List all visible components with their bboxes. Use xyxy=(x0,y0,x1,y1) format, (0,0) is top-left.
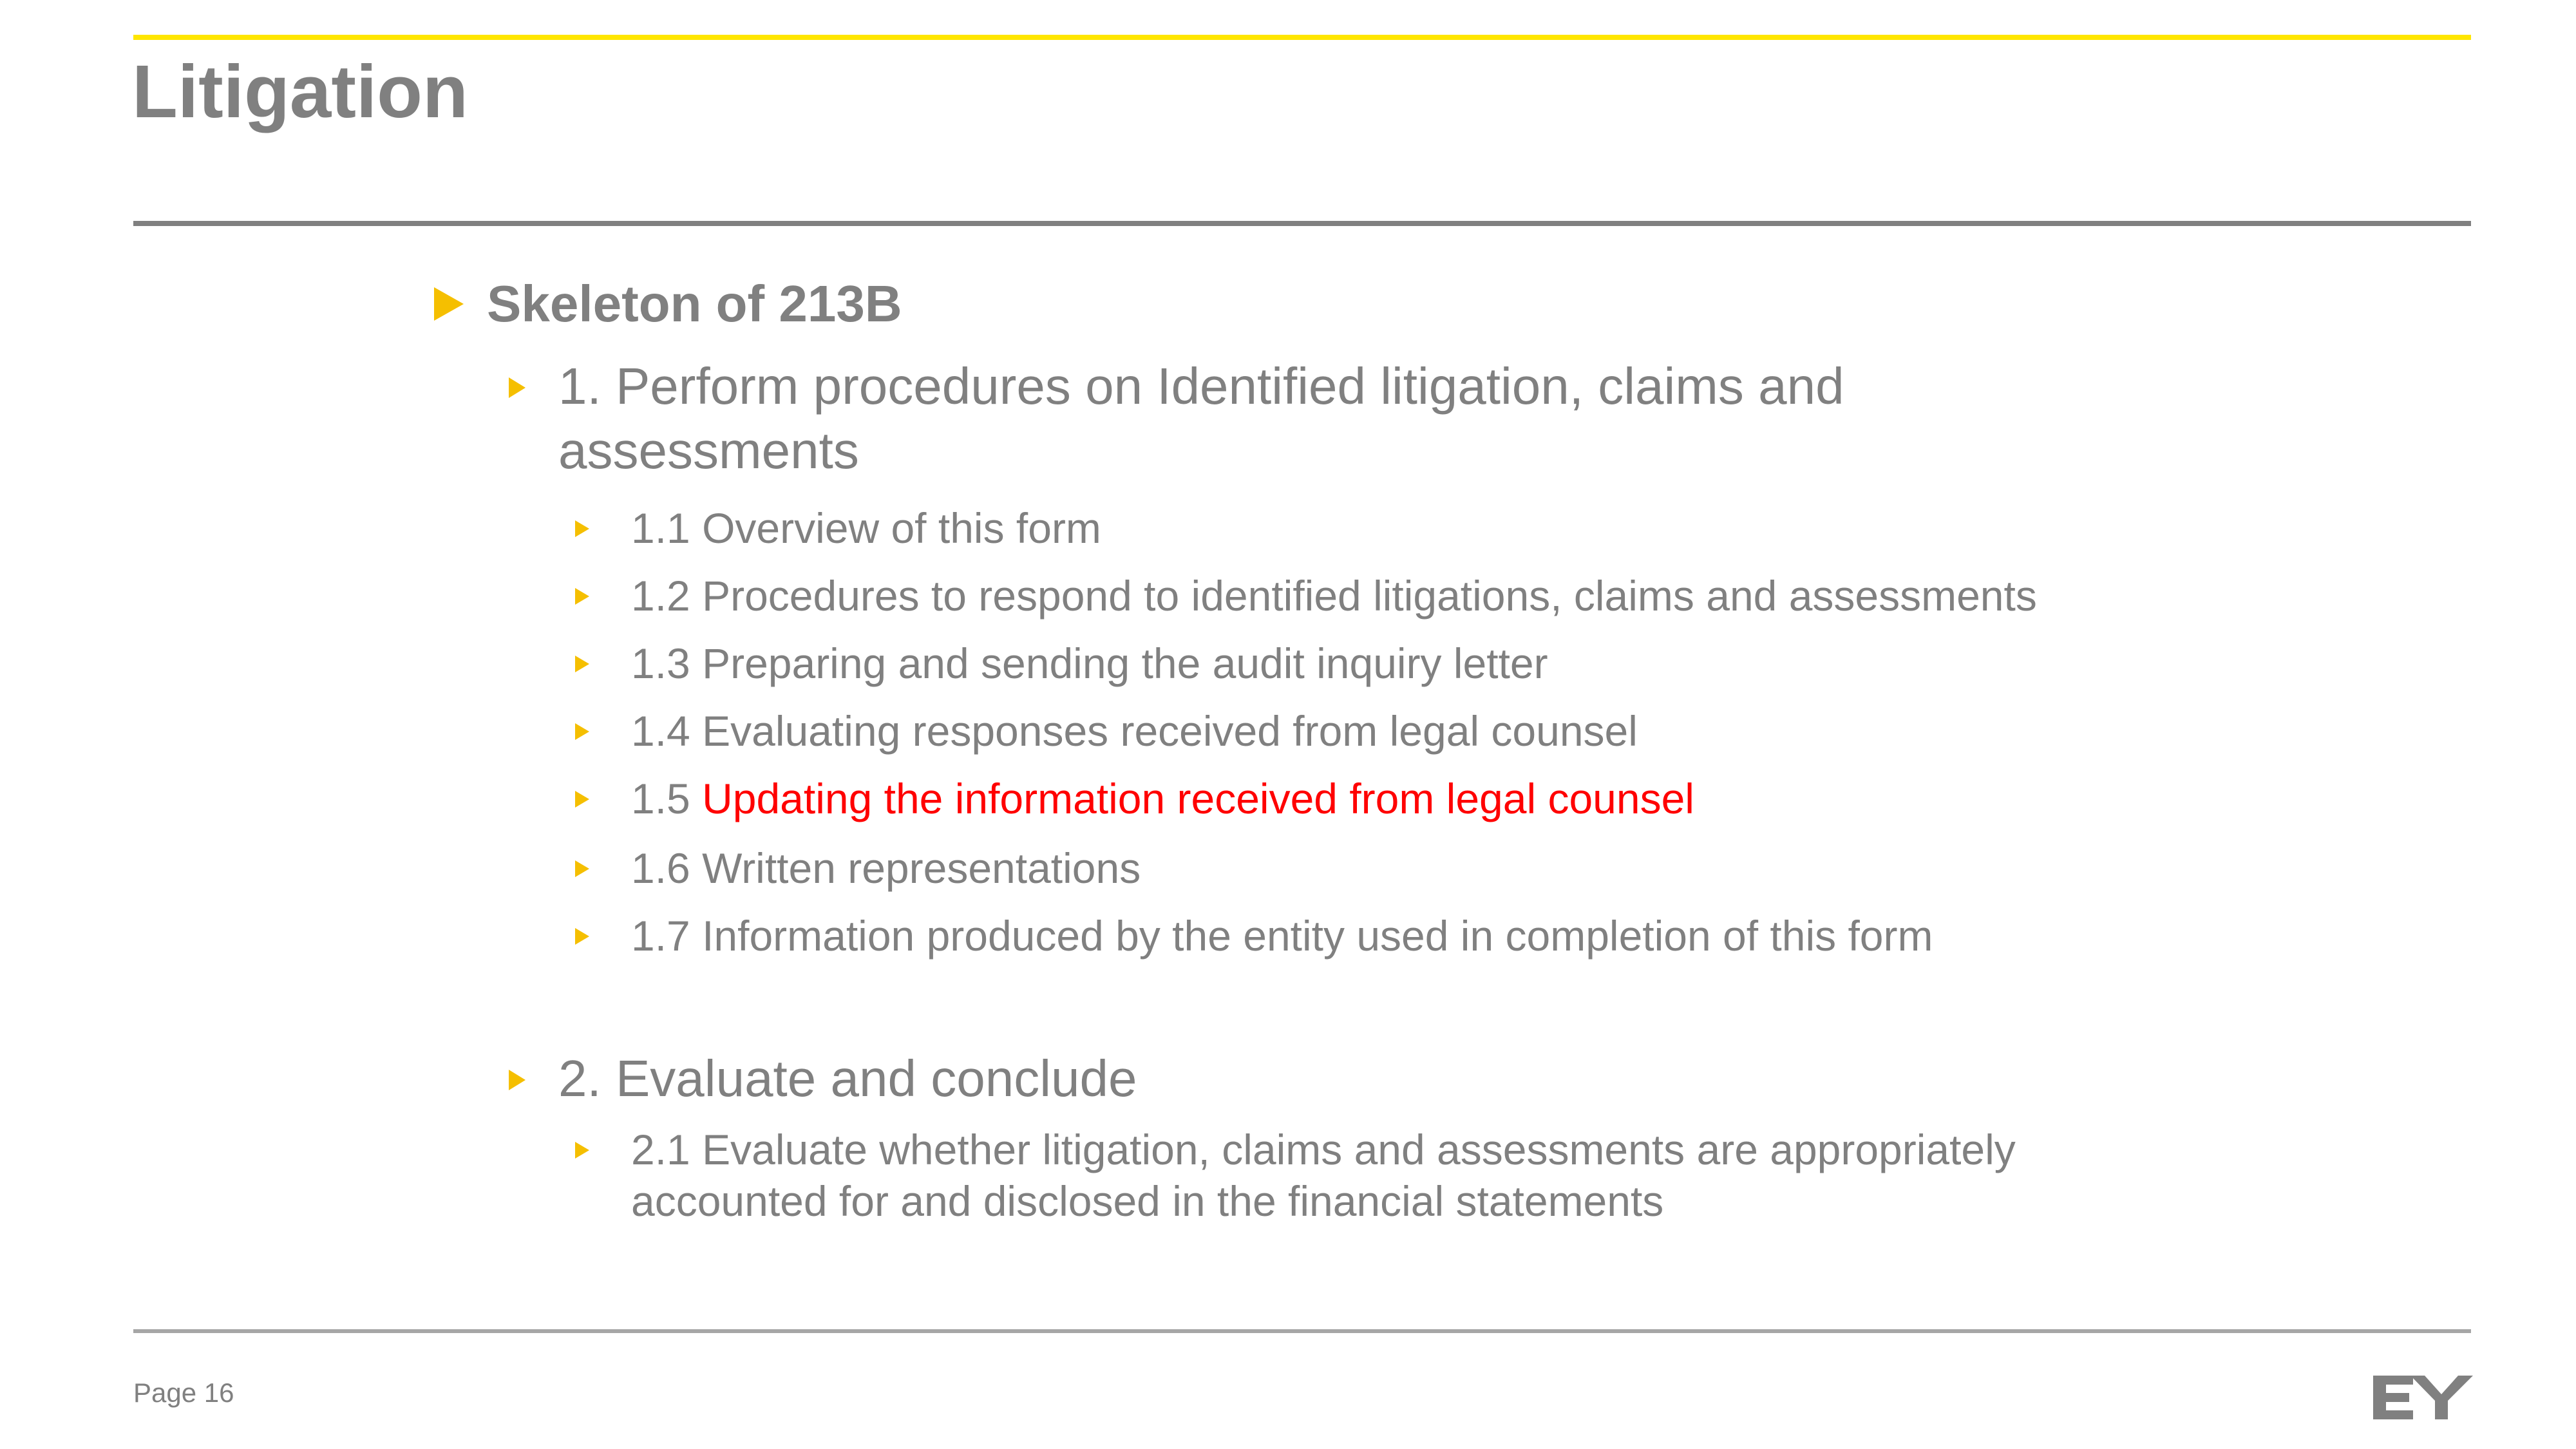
section-2-title: 2. Evaluate and conclude xyxy=(558,1050,1137,1107)
list-item-label: 1.7 Information produced by the entity used in completion of this form xyxy=(631,912,1933,960)
list-item-number: 1.5 xyxy=(631,775,703,822)
footer-divider xyxy=(133,1329,2471,1333)
list-item-label: 1.4 Evaluating responses received from legal counsel xyxy=(631,707,1638,755)
triangle-bullet-icon xyxy=(509,1070,526,1090)
triangle-bullet-icon xyxy=(575,588,589,605)
triangle-bullet-icon xyxy=(575,1142,589,1159)
list-item-label: 1.1 Overview of this form xyxy=(631,504,1101,552)
triangle-bullet-icon xyxy=(575,520,589,537)
triangle-bullet-icon xyxy=(575,928,589,945)
highlighted-text: Updating the information received from legal counsel xyxy=(702,775,1694,822)
page-number: Page 16 xyxy=(133,1378,234,1408)
list-item-label: 1.2 Procedures to respond to identified litigations, claims and assessments xyxy=(631,572,2037,620)
title-divider xyxy=(133,221,2471,226)
triangle-bullet-icon xyxy=(575,860,589,877)
outline-heading-label: Skeleton of 213B xyxy=(487,275,902,332)
list-item-label: 1.6 Written representations xyxy=(631,844,1141,892)
list-item-label xyxy=(631,773,1694,824)
triangle-bullet-icon xyxy=(575,791,589,808)
triangle-bullet-icon xyxy=(509,377,526,398)
ey-logo xyxy=(2373,1375,2473,1420)
triangle-bullet-icon xyxy=(434,287,464,321)
list-item-label: 1.3 Preparing and sending the audit inquiry letter xyxy=(631,639,1548,687)
slide-title: Litigation xyxy=(132,50,468,133)
top-accent-rule xyxy=(133,35,2471,40)
list-item-label-line1: 2.1 Evaluate whether litigation, claims and assessments are appropriately xyxy=(631,1126,2016,1173)
triangle-bullet-icon xyxy=(575,656,589,672)
section-1-title-line2: assessments xyxy=(558,422,859,479)
triangle-bullet-icon xyxy=(575,723,589,740)
list-item-label-line2: accounted for and disclosed in the financial statements xyxy=(631,1177,1664,1225)
section-1-title-line1: 1. Perform procedures on Identified litigation, claims and xyxy=(558,357,1844,415)
